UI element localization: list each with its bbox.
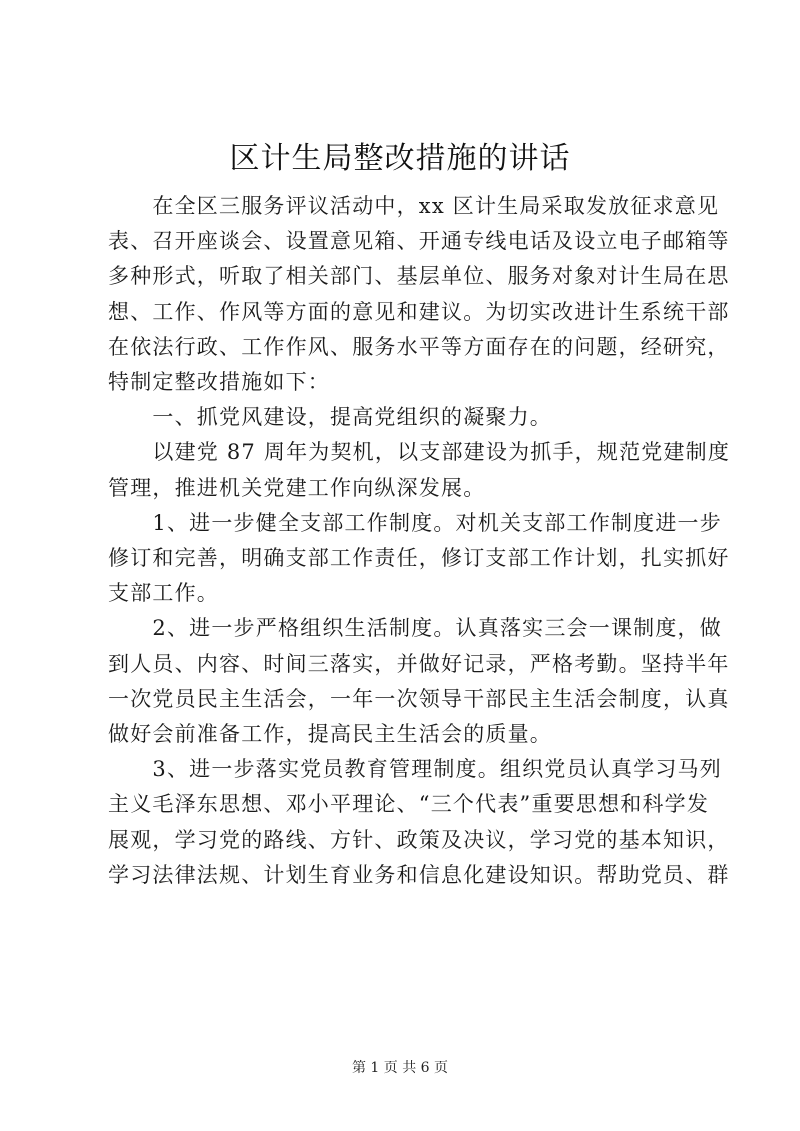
paragraph — [108, 189, 730, 400]
text-line: 一、抓党风建设，提高党组织的凝聚力。 — [108, 405, 552, 430]
paragraph — [108, 752, 730, 893]
text-line: 多种形式，听取了相关部门、基层单位、服务对象对计生局在思 — [108, 264, 730, 289]
paragraph — [108, 611, 730, 752]
text-line: 以建党 87 周年为契机，以支部建设为抓手，规范党建制度 — [108, 440, 731, 465]
paragraph — [108, 435, 731, 505]
text-line: 想、工作、作风等方面的意见和建议。为切实改进计生系统干部 — [108, 299, 730, 324]
text-line: 展观，学习党的路线、方针、政策及决议，学习党的基本知识， — [108, 827, 730, 852]
text-line: 在依法行政、工作作风、服务水平等方面存在的问题，经研究， — [108, 334, 730, 359]
text-line: 一次党员民主生活会，一年一次领导干部民主生活会制度，认真 — [108, 686, 730, 711]
text-line: 3、进一步落实党员教育管理制度。组织党员认真学习马列 — [108, 757, 722, 782]
text-line: 在全区三服务评议活动中，xx 区计生局采取发放征求意见 — [108, 194, 720, 218]
text-line: 表、召开座谈会、设置意见箱、开通专线电话及设立电子邮箱等 — [108, 229, 730, 254]
text-line: 管理，推进机关党建工作向纵深发展。 — [108, 475, 486, 500]
text-line: 做好会前准备工作，提高民主生活会的质量。 — [108, 722, 552, 747]
document-body — [108, 189, 731, 893]
text-line: 学习法律法规、计划生育业务和信息化建设知识。帮助党员、群 — [108, 862, 730, 887]
text-line: 到人员、内容、时间三落实，并做好记录，严格考勤。坚持半年 — [108, 651, 730, 676]
section-heading — [108, 400, 708, 435]
document-title: 区计生局整改措施的讲话 — [229, 141, 571, 176]
text-line: 特制定整改措施如下： — [108, 370, 330, 395]
text-line: 修订和完善，明确支部工作责任，修订支部工作计划，扎实抓好 — [108, 546, 730, 571]
text-line: 主义毛泽东思想、邓小平理论、“三个代表”重要思想和科学发 — [108, 792, 710, 817]
text-line: 1、进一步健全支部工作制度。对机关支部工作制度进一步 — [108, 510, 722, 535]
text-line: 2、进一步严格组织生活制度。认真落实三会一课制度，做 — [108, 616, 722, 641]
page-footer: 第 1 页 共 6 页 — [351, 1060, 449, 1076]
text-line: 支部工作。 — [108, 581, 219, 606]
paragraph — [108, 506, 730, 612]
